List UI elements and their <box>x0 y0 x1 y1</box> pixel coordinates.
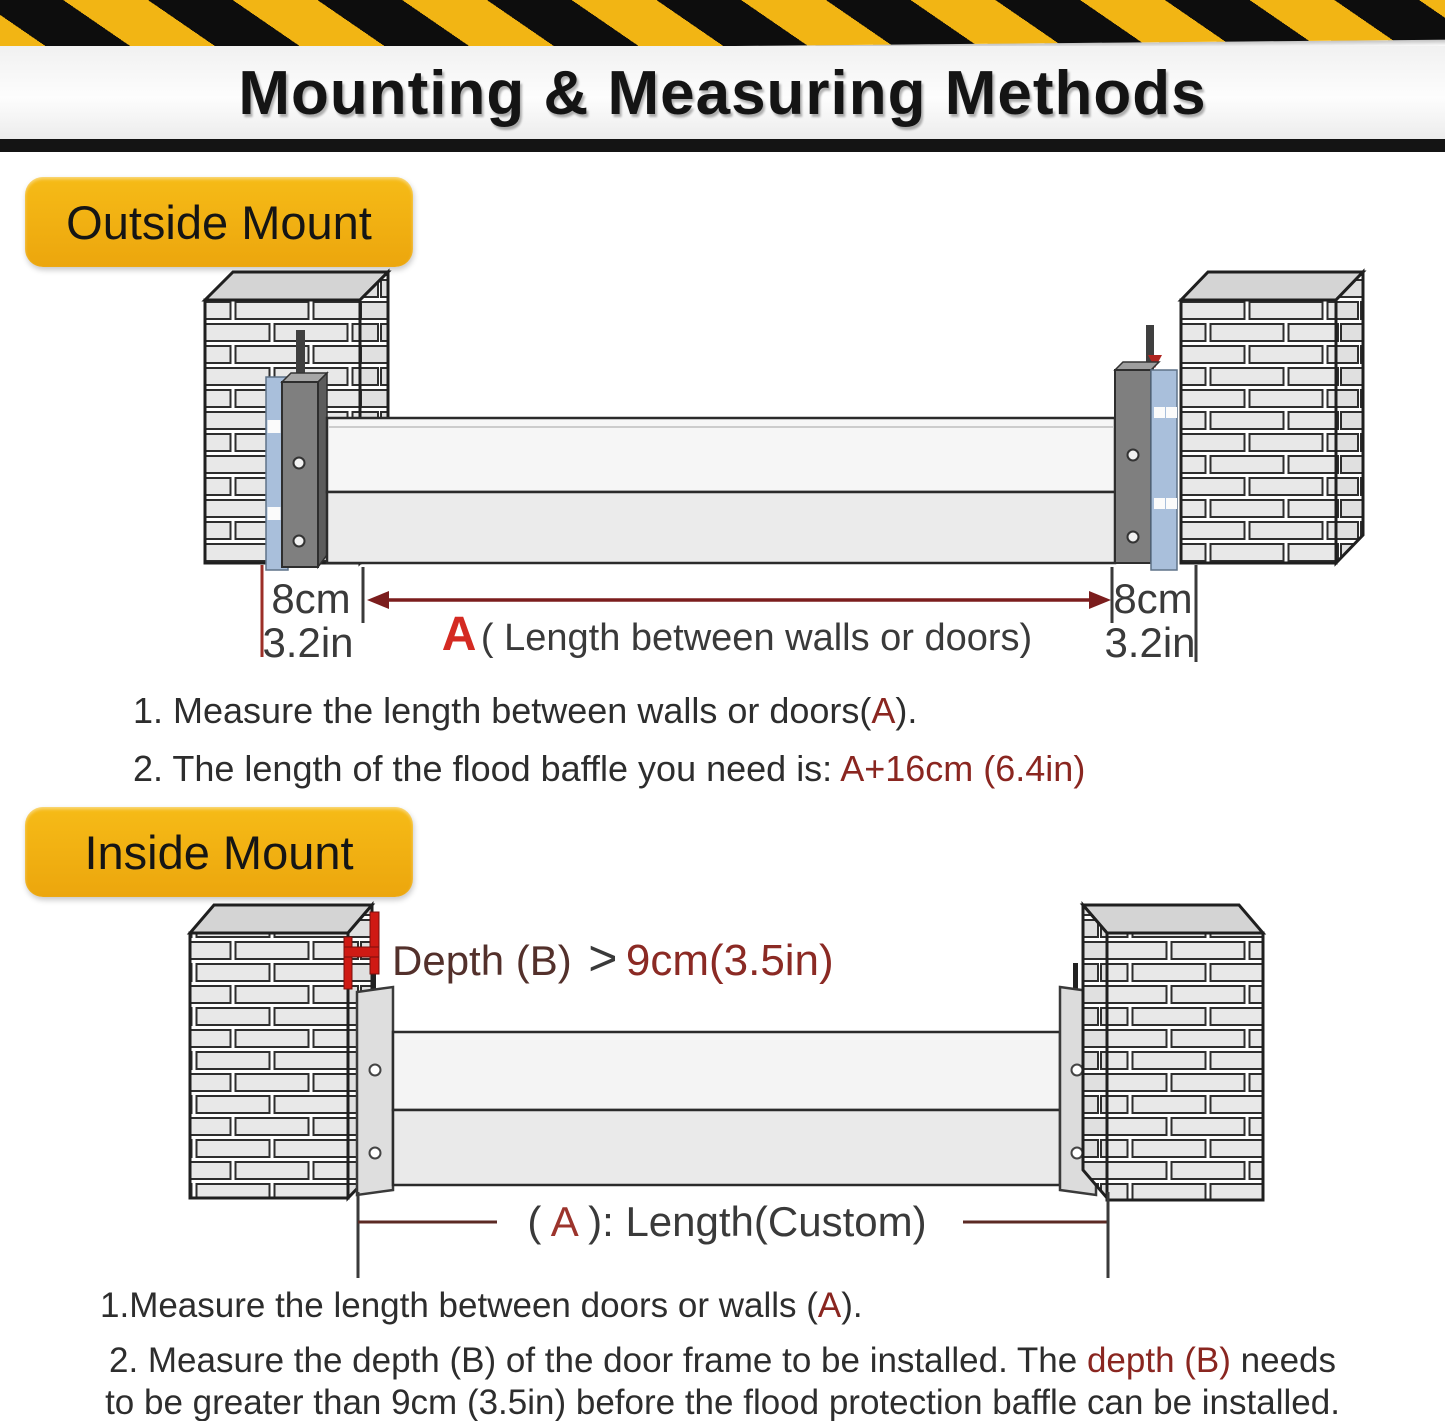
inside-step-2-line-2: to be greater than 9cm (3.5in) before the flood protection baffle can be installed. <box>105 1383 1340 1421</box>
strip-mark <box>1166 498 1177 509</box>
pillar-front-face <box>1181 300 1336 563</box>
flood-barrier <box>393 1032 1060 1185</box>
pillar-top-face <box>190 905 372 933</box>
outside-right-pillar <box>1181 272 1363 563</box>
screw-hole <box>1128 450 1139 461</box>
outside-step-2: 2. The length of the flood baffle you need is: A+16cm (6.4in) <box>133 748 1086 789</box>
depth-label: Depth (B) > 9cm(3.5in) <box>392 930 834 986</box>
title-divider-bar <box>0 139 1445 152</box>
barrier-bottom-panel <box>327 492 1115 563</box>
page-title: Mounting & Measuring Methods <box>238 58 1207 128</box>
screw-hole <box>294 458 305 469</box>
screw-hole <box>294 536 305 547</box>
pillar-top-face <box>1181 272 1363 300</box>
depth-bracket-crossbar <box>344 947 379 957</box>
outside-mount-badge <box>25 177 413 267</box>
outside-dimensions <box>262 565 1196 666</box>
channel-side <box>318 373 327 567</box>
hazard-stripe-banner <box>0 0 1445 53</box>
inside-step-2 <box>0 1340 1445 1421</box>
screw-hole <box>370 1148 381 1159</box>
inside-mount-badge-label: Inside Mount <box>84 825 354 879</box>
pillar-top-face <box>205 272 388 300</box>
channel-top <box>1115 362 1159 370</box>
pillar-front-face <box>190 933 348 1198</box>
pillar-side-face <box>1336 272 1363 563</box>
right-offset-in: 3.2in <box>1104 619 1196 666</box>
depth-bracket-left-bar <box>344 937 352 989</box>
inside-right-pillar <box>1083 905 1263 1200</box>
strip-mark <box>1154 498 1165 509</box>
inside-mount-diagram <box>0 895 1445 1285</box>
seal-strip <box>1151 370 1177 570</box>
strip-mark <box>268 420 281 433</box>
pillar-side-face <box>1083 905 1107 1198</box>
right-offset-cm: 8cm <box>1113 575 1193 622</box>
outside-mount-diagram <box>0 255 1445 675</box>
mounting-channel <box>357 987 393 1195</box>
length-custom-label: ( A ): Length(Custom) <box>527 1198 927 1245</box>
strip-mark <box>268 507 281 520</box>
span-length-label: A ( Length between walls or doors) <box>441 608 1033 661</box>
inside-step-2-line-1: 2. Measure the depth (B) of the door frame to be installed. The depth (B) needs <box>108 1341 1337 1380</box>
anchor-pin <box>1073 963 1078 990</box>
inside-mount-badge <box>25 807 413 897</box>
left-offset-cm: 8cm <box>271 575 351 622</box>
barrier-top-panel <box>393 1032 1060 1110</box>
arrow-right-icon <box>1089 591 1111 609</box>
screw-hole <box>1128 532 1139 543</box>
title-band <box>0 46 1445 140</box>
barrier-top-panel <box>327 418 1115 492</box>
outside-steps <box>133 690 1085 806</box>
arrow-left-icon <box>367 591 389 609</box>
left-offset-in: 3.2in <box>262 619 354 666</box>
strip-mark <box>1154 407 1165 418</box>
outside-mount-badge-label: Outside Mount <box>66 195 372 249</box>
inside-left-bracket <box>357 987 393 1195</box>
pillar-top-face <box>1083 905 1263 933</box>
barrier-bottom-panel <box>393 1110 1060 1185</box>
depth-bracket-right-bar <box>370 912 379 974</box>
strip-mark <box>1166 407 1177 418</box>
screw-hole <box>1072 1148 1083 1159</box>
pillar-front-face <box>1107 933 1263 1200</box>
inside-dimensions <box>358 1192 1108 1278</box>
screw-hole <box>370 1065 381 1076</box>
outside-step-1: 1. Measure the length between walls or doors(A). <box>133 690 918 731</box>
flood-barrier <box>327 418 1115 563</box>
outside-right-bracket <box>1115 325 1177 570</box>
screw-hole <box>1072 1065 1083 1076</box>
inside-step-1: 1.Measure the length between doors or walls (A). <box>100 1286 863 1325</box>
